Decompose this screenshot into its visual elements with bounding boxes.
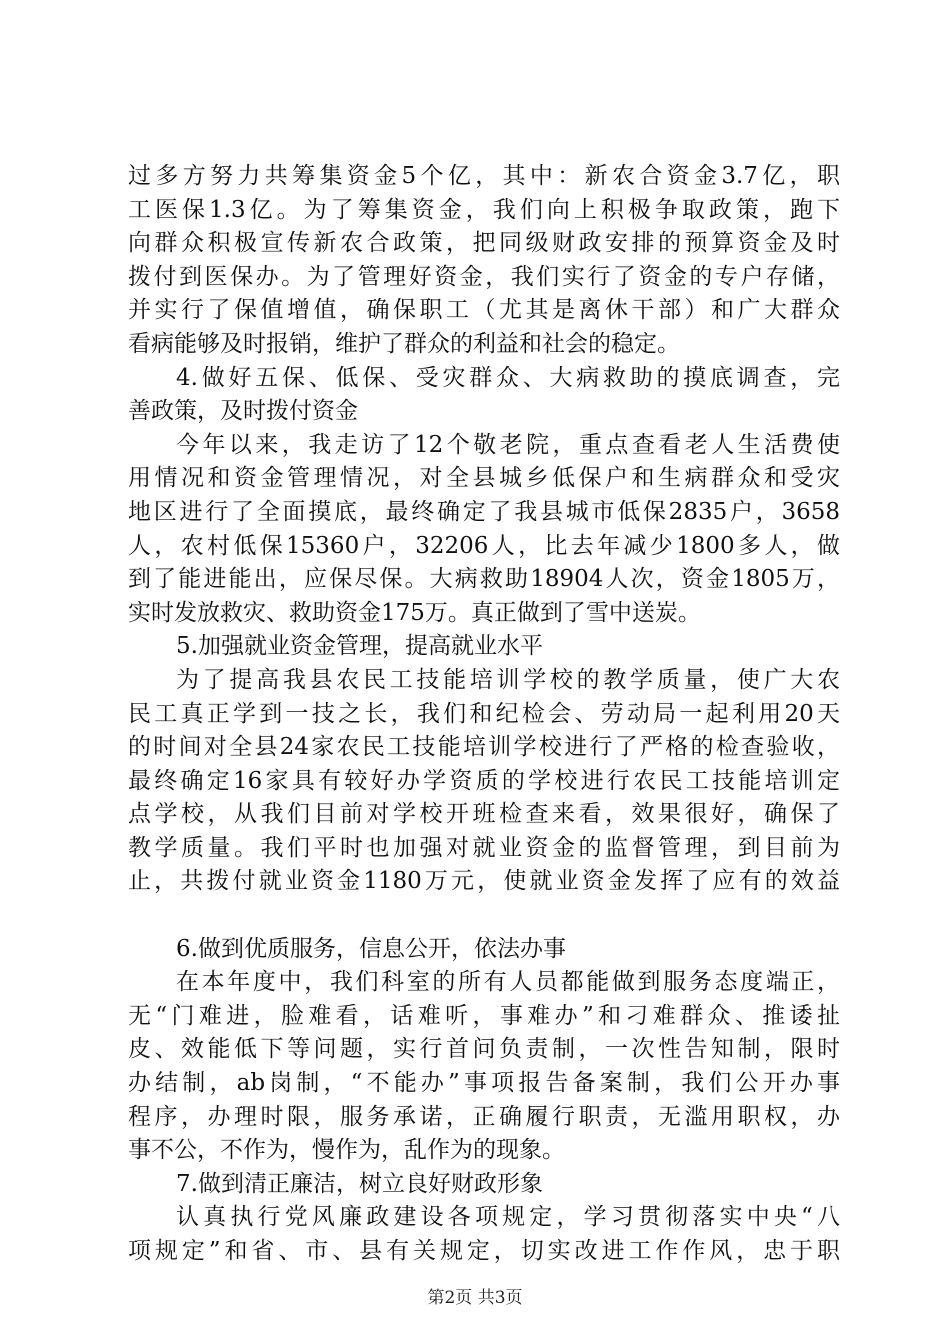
heading-line: 4.做好五保、低保、受灾群众、大病救助的摸底调查，完 xyxy=(176,364,840,391)
text-line: 最终确定16家具有较好办学资质的学校进行农民工技能培训定 xyxy=(128,767,840,794)
text-line: 止，共拨付就业资金1180万元，使就业资金发挥了应有的效益 xyxy=(128,868,840,895)
text-line: 认真执行党风廉政建设各项规定，学习贯彻落实中央“八 xyxy=(176,1204,840,1231)
text-line: 的时间对全县24家农民工技能培训学校进行了严格的检查验收， xyxy=(128,734,840,761)
paragraph-integrity xyxy=(128,1201,840,1268)
paragraph-employment xyxy=(128,664,840,899)
text-line: 民工真正学到一技之长，我们和纪检会、劳动局一起利用20天 xyxy=(128,700,840,727)
text-line: 教学质量。我们平时也加强对就业资金的监督管理，到目前为 xyxy=(128,834,840,861)
text-line: 皮、效能低下等问题，实行首问负责制，一次性告知制，限时 xyxy=(128,1036,840,1063)
section-heading-4 xyxy=(128,362,840,429)
text-line: 实时发放救灾、救助资金175万。真正做到了雪中送炭。 xyxy=(128,599,701,626)
text-line: 点学校，从我们目前对学校开班检查来看，效果很好，确保了 xyxy=(128,801,840,828)
text-line: 地区进行了全面摸底，最终确定了我县城市低保2835户，3658 xyxy=(128,498,840,525)
text-line: 办结制，ab岗制，“不能办”事项报告备案制，我们公开办事 xyxy=(128,1070,840,1097)
text-line: 向群众积极宣传新农合政策，把同级财政安排的预算资金及时 xyxy=(128,230,840,257)
text-line: 拨付到医保办。为了管理好资金，我们实行了资金的专户存储， xyxy=(128,263,840,290)
section-heading-6 xyxy=(128,933,840,967)
document-body xyxy=(128,160,840,1269)
text-line: 在本年度中，我们科室的所有人员都能做到服务态度端正， xyxy=(176,969,840,996)
paragraph-service xyxy=(128,966,840,1168)
text-line: 无“门难进，脸难看，话难听，事难办”和刁难群众、推诿扯 xyxy=(128,1002,840,1029)
heading-line: 7.做到清正廉洁，树立良好财政形象 xyxy=(176,1170,543,1197)
text-line: 过多方努力共筹集资金5个亿，其中：新农合资金3.7亿，职 xyxy=(128,163,840,189)
paragraph-funds xyxy=(128,160,840,362)
text-line: 并实行了保值增值，确保职工（尤其是离休干部）和广大群众 xyxy=(128,297,840,324)
text-line: 看病能够及时报销，维护了群众的利益和社会的稳定。 xyxy=(128,330,680,357)
text-line: 人，农村低保15360户，32206人，比去年减少1800多人，做 xyxy=(128,532,840,559)
section-heading-7 xyxy=(128,1168,840,1202)
text-line: 今年以来，我走访了12个敬老院，重点查看老人生活费使 xyxy=(176,431,840,458)
heading-line: 5.加强就业资金管理，提高就业水平 xyxy=(176,633,543,660)
page-number-footer: 第2页 共3页 xyxy=(427,1288,523,1308)
text-line: 项规定”和省、市、县有关规定，切实改进工作作风，忠于职 xyxy=(128,1238,840,1264)
paragraph-relief xyxy=(128,429,840,631)
text-line: 为了提高我县农民工技能培训学校的教学质量，使广大农 xyxy=(176,666,840,693)
text-line: 事不公，不作为，慢作为，乱作为的现象。 xyxy=(128,1137,565,1164)
text-line: 工医保1.3亿。为了筹集资金，我们向上积极争取政策，跑下 xyxy=(128,196,840,223)
text-line: 程序，办理时限，服务承诺，正确履行职责，无滥用职权，办 xyxy=(128,1103,840,1130)
heading-line: 6.做到优质服务，信息公开，依法办事 xyxy=(176,935,566,962)
paragraph-spacer xyxy=(128,899,840,933)
heading-line: 善政策，及时拨付资金 xyxy=(128,398,358,425)
text-line: 用情况和资金管理情况，对全县城乡低保户和生病群众和受灾 xyxy=(128,465,840,492)
section-heading-5 xyxy=(128,630,840,664)
text-line: 到了能进能出，应保尽保。大病救助18904人次，资金1805万， xyxy=(128,566,840,593)
